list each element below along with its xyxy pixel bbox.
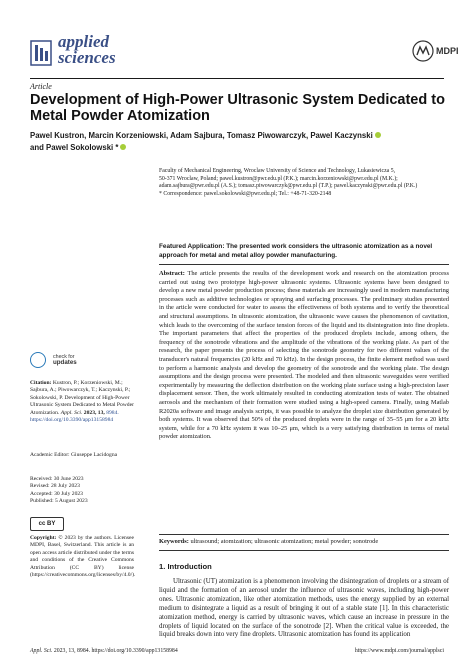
abstract: Abstract: The article presents the results of the development work and research on the atomization process carried out using two prototype high-power ultrasonic systems. Ultrasonic systems have been designed to develop a new metal powder production process; these materials are increasingly used in modern manufacturing processes such as additive technologies or spraying and surfacing processes. The preliminary studies presented in the article were conducted for water to assess the effectiveness of both systems and to verify the theoretical and structural assumptions. In ultrasonic atomization, the ultrasonic wave causes the phenomenon of cavitation, which leads to the overcoming of the surface tension forces of the liquid and its disintegration into fine droplets. The important parameters that affect the properties of the produced droplets include, among others, the frequency of the sonotrode vibrations and the amplitude of the vibrations of the working plate. As part of the research, the paper presents the process of selecting the sonotrode geometry for two different values of the transducer's natural frequencies (20 kHz and 70 kHz). In the design process, the finite element method was used to perform a harmonic analysis and develop the geometry of the sonotrode and the working plate. The design assumptions and the design process were presented. The modeled and then ultrasonic waveguides were verified experimentally by measuring the deflection distribution on the working plate surface using a high-precision laser displacement sensor. Then, the work ultimately resulted in conducting atomization tests of water. The obtained aerosols and the mechanism of their formation were studied using a high-speed camera. Finally, using Matlab R2020a software and image analysis scripts, it was possible to analyze the droplet size distribution generated by both systems. It was observed that 50% of the produced droplets were in the range of 35–55 μm for a 20 kHz system, while for a 70 kHz system it was 10–25 μm, which is a very satisfying distribution in terms of metal powder atomization. <box>159 270 449 441</box>
publication-dates: Received: 30 June 2023 Revised: 28 July 2023 Accepted: 30 July 2023 Published: 5 August 2023 <box>30 476 88 505</box>
footer-journal-link[interactable]: https://www.mdpi.com/journal/applsci <box>354 648 444 654</box>
footer-citation: Appl. Sci. 2023, 13, 8984. https://doi.org/10.3390/app13158984 <box>30 648 178 654</box>
publisher-name: MDPI <box>436 46 459 56</box>
cc-license-icon[interactable]: cc BY <box>30 517 64 531</box>
doi-link[interactable]: 8984. https://doi.org/10.3390/app13158984 <box>30 409 119 424</box>
page-footer <box>30 648 444 654</box>
authors-line-2: and Pawel Sokolowski * <box>30 143 119 152</box>
orcid-icon[interactable] <box>375 132 381 138</box>
featured-application: Featured Application: The presented work considers the ultrasonic atomization as a novel approach for metal and metal alloy powder manufacturing. <box>159 243 433 259</box>
affiliation-line: Faculty of Mechanical Engineering, Wroclaw University of Science and Technology, Lukasiewicza 5, <box>159 168 396 174</box>
section-heading: 1. Introduction <box>159 562 212 571</box>
affiliation-line: 50-371 Wroclaw, Poland; pawel.kustron@pwr.edu.pl (P.K.); marcin.korzeniowski@pwr.edu.pl (M.K.); <box>159 175 398 182</box>
keywords: Keywords: ultrasound; atomization; ultrasonic atomization; metal powder; sonotrode <box>159 538 379 545</box>
update-icon <box>30 352 46 368</box>
mdpi-logo-icon <box>412 40 434 62</box>
check-for-updates-badge[interactable]: check for updates <box>30 351 100 369</box>
academic-editor: Academic Editor: Giuseppe Lacidogna <box>30 452 118 458</box>
divider <box>159 264 449 265</box>
introduction-text: Ultrasonic (UT) atomization is a phenomenon involving the disintegration of droplets or a stream of liquid and the formation of an aerosol under the influence of ultrasonic waves, including high-power ones. Ultrasonic atomization, like other atomization methods, uses the energy supplied by an external medium to disintegrate a liquid as a result of bringing it out of a stable state [1]. In this characteristic atomization method, energy is carried by ultrasonic waves, which cause an increase in pressure in the droplets of liquid located on the surface of the sonotrode [2]. When the critical value is exceeded, the liquid breaks down into very fine droplets. Ultrasonic atomization has found its application <box>159 578 449 639</box>
divider <box>159 534 449 535</box>
correspondence-line: * Correspondence: pawel.sokolowski@pwr.edu.pl; Tel.: +48-71-320-2148 <box>159 190 332 197</box>
authors-line-1: Pawel Kustron, Marcin Korzeniowski, Adam Sajbura, Tomasz Piwowarczyk, Pawel Kaczynski <box>30 131 373 140</box>
copyright-block: Copyright: © 2023 by the authors. Licensee MDPI, Basel, Switzerland. This article is an open access article distributed under the terms and conditions of the Creative Commons Attribution (CC BY) license (https://creativecommons.org/licenses/by/4.0/). <box>30 535 136 579</box>
author-list <box>30 130 444 154</box>
paper-title: Development of High-Power Ultrasonic System Dedicated to Metal Powder Atomization <box>30 92 445 124</box>
citation-block: Citation: Kustron, P.; Korzeniowski, M.; Sajbura, A.; Piwowarczyk, T.; Kaczynski, P.; Sokolowski, P. Development of High-Power Ultrasonic System Dedicated to Metal Powder Atomization. Appl. Sci. 2023, 13, 8984. https://doi.org/10.3390/app13158984 <box>30 380 134 424</box>
header-rule <box>30 78 444 79</box>
article-type: Article <box>30 82 52 91</box>
affiliation-block <box>159 168 449 198</box>
affiliation-line: adam.sajbura@pwr.edu.pl (A.S.); tomasz.piwowarczyk@pwr.edu.pl (T.P.); pawel.kaczynski@pwr.edu.pl (P.K.) <box>159 183 418 190</box>
divider <box>159 550 449 551</box>
orcid-icon[interactable] <box>120 144 126 150</box>
journal-logo-icon <box>30 40 52 66</box>
journal-name: applied sciences <box>58 32 116 67</box>
